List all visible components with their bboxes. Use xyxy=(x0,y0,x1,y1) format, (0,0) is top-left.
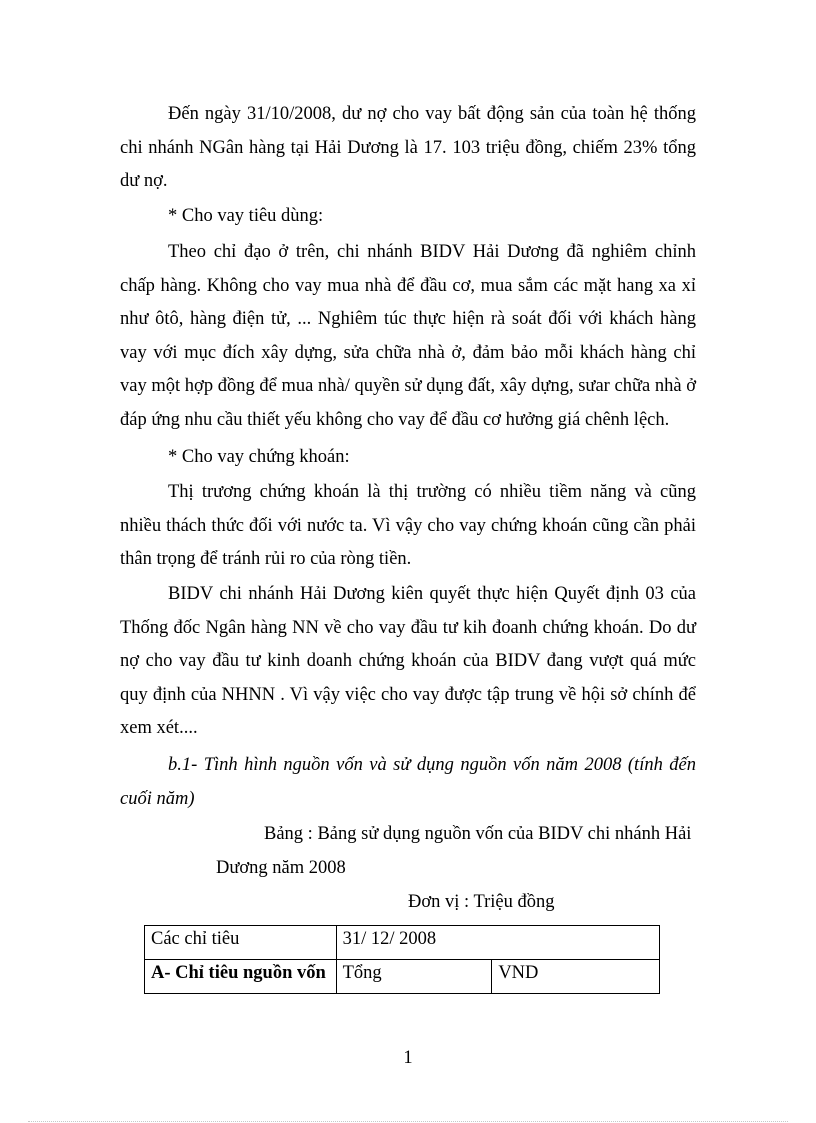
table-cell-vnd: VND xyxy=(492,960,660,994)
page-bottom-divider xyxy=(28,1121,788,1122)
capital-usage-table xyxy=(144,925,660,994)
paragraph-bidv-decision: BIDV chi nhánh Hải Dương kiên quyết thực hiện Quyết định 03 của Thống đốc Ngân hàng NN về cho vay đầu tư kih đoanh chứng khoán. Do dư nợ cho vay đầu tư kinh doanh chứng khoán của BIDV đang vượt quá mức quy định của NHNN . Vì vậy việc cho vay được tập trung về hội sở chính để xem xét.... xyxy=(120,584,696,738)
section-heading-b1: b.1- Tình hình nguồn vốn và sử dụng nguồn vốn năm 2008 (tính đến cuối năm) xyxy=(120,755,696,809)
table-unit: Đơn vị : Triệu đồng xyxy=(408,892,555,912)
table-cell-capital-indicators: A- Chỉ tiêu nguồn vốn xyxy=(145,960,337,994)
paragraph-consumer-loans: Theo chỉ đạo ở trên, chi nhánh BIDV Hải Dương đã nghiêm chỉnh chấp hàng. Không cho vay mua nhà để đầu cơ, mua sắm các mặt hang xa xỉ như ôtô, hàng điện tử, ... Nghiêm túc thực hiện rà soát đối với khách hàng vay với mục đích xây dựng, sửa chữa nhà ở, đảm bảo mỗi khách hàng chỉ vay một hợp đồng để mua nhà/ quyền sử dụng đất, xây dựng, sưar chữa nhà ở đáp ứng nhu cầu thiết yếu không cho vay để đầu cơ hưởng giá chênh lệch. xyxy=(120,242,696,430)
table-caption-line2: Dương năm 2008 xyxy=(216,858,346,878)
table-row xyxy=(145,960,660,994)
table-header-date: 31/ 12/ 2008 xyxy=(336,926,659,960)
heading-consumer-loans: * Cho vay tiêu dùng: xyxy=(168,206,324,226)
table-header-indicators: Các chỉ tiêu xyxy=(145,926,337,960)
paragraph-stock-market: Thị trương chứng khoán là thị trường có nhiều tiềm năng và cũng nhiều thách thức đối với nước ta. Vì vậy cho vay chứng khoán cũng cần phải thân trọng để tránh rủi ro của ròng tiền. xyxy=(120,482,696,569)
heading-securities-loans: * Cho vay chứng khoán: xyxy=(168,447,350,467)
table-caption-line1: Bảng : Bảng sử dụng nguồn vốn của BIDV chi nhánh Hải xyxy=(264,824,692,844)
paragraph-real-estate-loans: Đến ngày 31/10/2008, dư nợ cho vay bất động sản của toàn hệ thống chi nhánh NGân hàng tại Hải Dương là 17. 103 triệu đồng, chiếm 23% tổng dư nợ. xyxy=(120,104,696,191)
table-cell-total: Tổng xyxy=(336,960,492,994)
table-header-row xyxy=(145,926,660,960)
page-number: 1 xyxy=(403,1048,413,1068)
